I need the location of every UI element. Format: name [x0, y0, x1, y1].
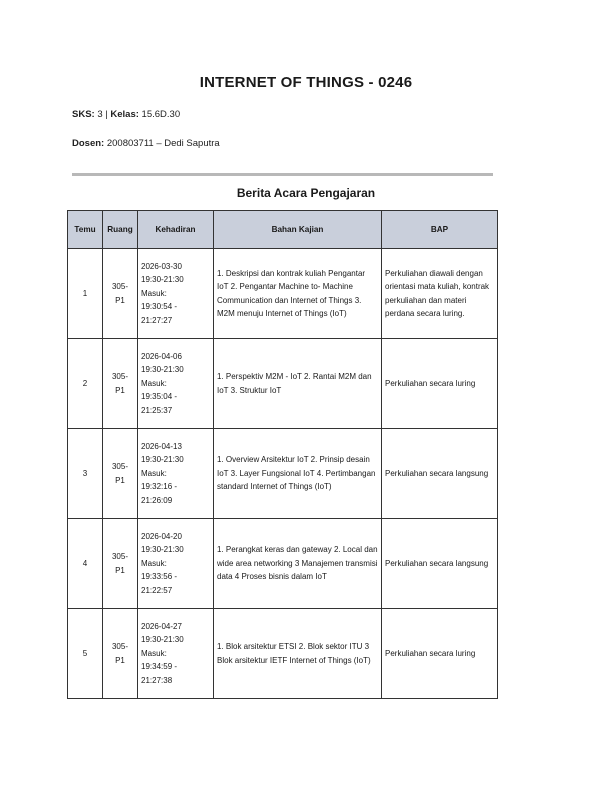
cell-kehadiran: 2026-03-30 19:30-21:30 Masuk: 19:30:54 - 21:27:27: [138, 249, 214, 339]
cell-bahan-kajian: 1. Overview Arsitektur IoT 2. Prinsip desain IoT 3. Layer Fungsional IoT 4. Pertimbangan standard Internet of Things (IoT): [214, 429, 382, 519]
header-temu: Temu: [68, 211, 103, 249]
table-row: [68, 609, 498, 699]
cell-bap: Perkuliahan secara langsung: [382, 519, 498, 609]
cell-ruang: 305- P1: [103, 249, 138, 339]
header-bahan-kajian: Bahan Kajian: [214, 211, 382, 249]
table-header-row: [68, 211, 498, 249]
cell-bap: Perkuliahan secara langsung: [382, 429, 498, 519]
section-title: Berita Acara Pengajaran: [236, 186, 376, 200]
cell-ruang: 305- P1: [103, 339, 138, 429]
meta-separator: |: [105, 109, 108, 120]
dosen-value: 200803711 – Dedi Saputra: [106, 138, 220, 149]
header-ruang: Ruang: [103, 211, 138, 249]
cell-kehadiran: 2026-04-13 19:30-21:30 Masuk: 19:32:16 - 21:26:09: [138, 429, 214, 519]
cell-bap: Perkuliahan diawali dengan orientasi mata kuliah, kontrak perkuliahan dan materi perdana secara luring.: [382, 249, 498, 339]
kelas-label: Kelas:: [110, 109, 139, 120]
cell-temu: 3: [68, 429, 103, 519]
cell-ruang: 305- P1: [103, 609, 138, 699]
sks-value: 3: [97, 109, 103, 120]
cell-kehadiran: 2026-04-27 19:30-21:30 Masuk: 19:34:59 - 21:27:38: [138, 609, 214, 699]
table-row: [68, 339, 498, 429]
table-row: [68, 429, 498, 519]
kelas-value: 15.6D.30: [141, 109, 181, 120]
cell-ruang: 305- P1: [103, 519, 138, 609]
cell-kehadiran: 2026-04-20 19:30-21:30 Masuk: 19:33:56 - 21:22:57: [138, 519, 214, 609]
cell-temu: 1: [68, 249, 103, 339]
cell-temu: 5: [68, 609, 103, 699]
lecturer-line: [72, 138, 220, 149]
cell-bap: Perkuliahan secara luring: [382, 609, 498, 699]
sks-label: SKS:: [72, 109, 95, 120]
document-title: INTERNET OF THINGS - 0246: [199, 74, 413, 91]
cell-temu: 4: [68, 519, 103, 609]
cell-temu: 2: [68, 339, 103, 429]
bap-table: [67, 210, 498, 699]
course-meta-line: [72, 109, 180, 120]
header-kehadiran: Kehadiran: [138, 211, 214, 249]
header-divider: [72, 173, 493, 176]
cell-bahan-kajian: 1. Deskripsi dan kontrak kuliah Pengantar IoT 2. Pengantar Machine to- Machine Communication dan Internet of Things 3. M2M menuju Internet of Things (IoT): [214, 249, 382, 339]
dosen-label: Dosen:: [72, 138, 105, 149]
cell-kehadiran: 2026-04-06 19:30-21:30 Masuk: 19:35:04 - 21:25:37: [138, 339, 214, 429]
cell-ruang: 305- P1: [103, 429, 138, 519]
cell-bahan-kajian: 1. Blok arsitektur ETSI 2. Blok sektor ITU 3 Blok arsitektur IETF Internet of Things (IoT): [214, 609, 382, 699]
cell-bahan-kajian: 1. Perspektiv M2M - IoT 2. Rantai M2M dan IoT 3. Struktur IoT: [214, 339, 382, 429]
cell-bahan-kajian: 1. Perangkat keras dan gateway 2. Local dan wide area networking 3 Manajemen transmisi data 4 Proses bisnis dalam IoT: [214, 519, 382, 609]
table-row: [68, 519, 498, 609]
table-row: [68, 249, 498, 339]
cell-bap: Perkuliahan secara luring: [382, 339, 498, 429]
header-bap: BAP: [382, 211, 498, 249]
